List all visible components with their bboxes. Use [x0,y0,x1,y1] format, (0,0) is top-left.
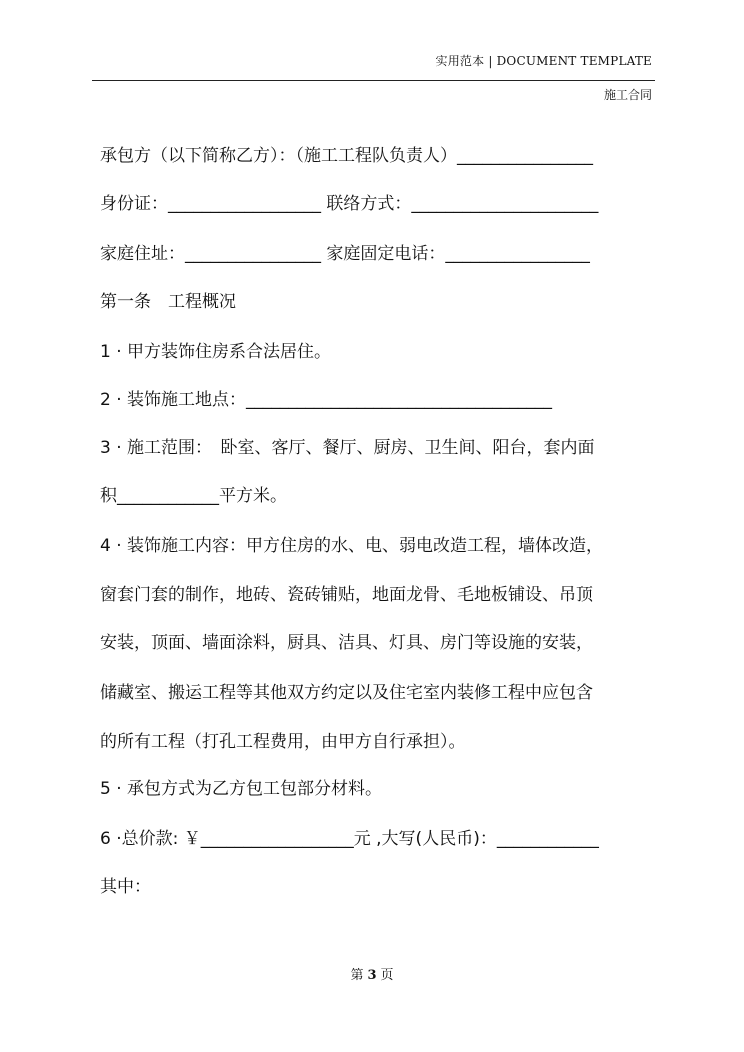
clause-6-detail-heading: 其中： [100,877,151,897]
id-contact-line: 身份证：__________________ 联络方式：______________________ [100,194,599,214]
page-number: 3 [367,968,377,983]
clause-4-line-2: 窗套门套的制作，地砖、瓷砖铺贴，地面龙骨、毛地板铺设、吊顶 [100,585,593,605]
clause-4-line-5: 的所有工程（打孔工程费用，由甲方自行承担）。 [100,732,466,752]
clause-2: 2 · 装饰施工地点：____________________________________ [100,390,553,410]
clause-5: 5 · 承包方式为乙方包工包部分材料。 [100,779,383,799]
clause-4-line-4: 储藏室、搬运工程等其他双方约定以及住宅室内装修工程中应包含 [100,683,593,703]
clause-1: 1 · 甲方装饰住房系合法居住。 [100,342,332,362]
clause-4-line-1: 4 · 装饰施工内容：甲方住房的水、电、弱电改造工程，墙体改造， [100,536,604,556]
footer-prefix: 第 [350,968,364,983]
article-one-heading: 第一条 工程概况 [100,292,236,312]
header-divider [92,80,655,81]
footer-suffix: 页 [380,968,394,983]
header-subtitle: 施工合同 [603,88,652,102]
clause-4-line-3: 安装，顶面、墙面涂料，厨具、洁具、灯具、房门等设施的安装， [100,633,593,653]
page-footer [0,964,744,983]
header-title: 实用范本 | DOCUMENT TEMPLATE [435,54,652,68]
clause-3-line-1: 3 · 施工范围： 卧室、客厅、餐厅、厨房、卫生间、阳台，套内面 [100,438,595,458]
clause-6: 6 ·总价款: ￥__________________元 ,大写(人民币)：____________ [100,829,599,849]
address-phone-line: 家庭住址：________________ 家庭固定电话：_________________ [100,244,590,264]
contractor-line: 承包方（以下简称乙方）：（施工工程队负责人）________________ [100,146,593,166]
clause-3-line-2: 积____________平方米。 [100,486,287,506]
